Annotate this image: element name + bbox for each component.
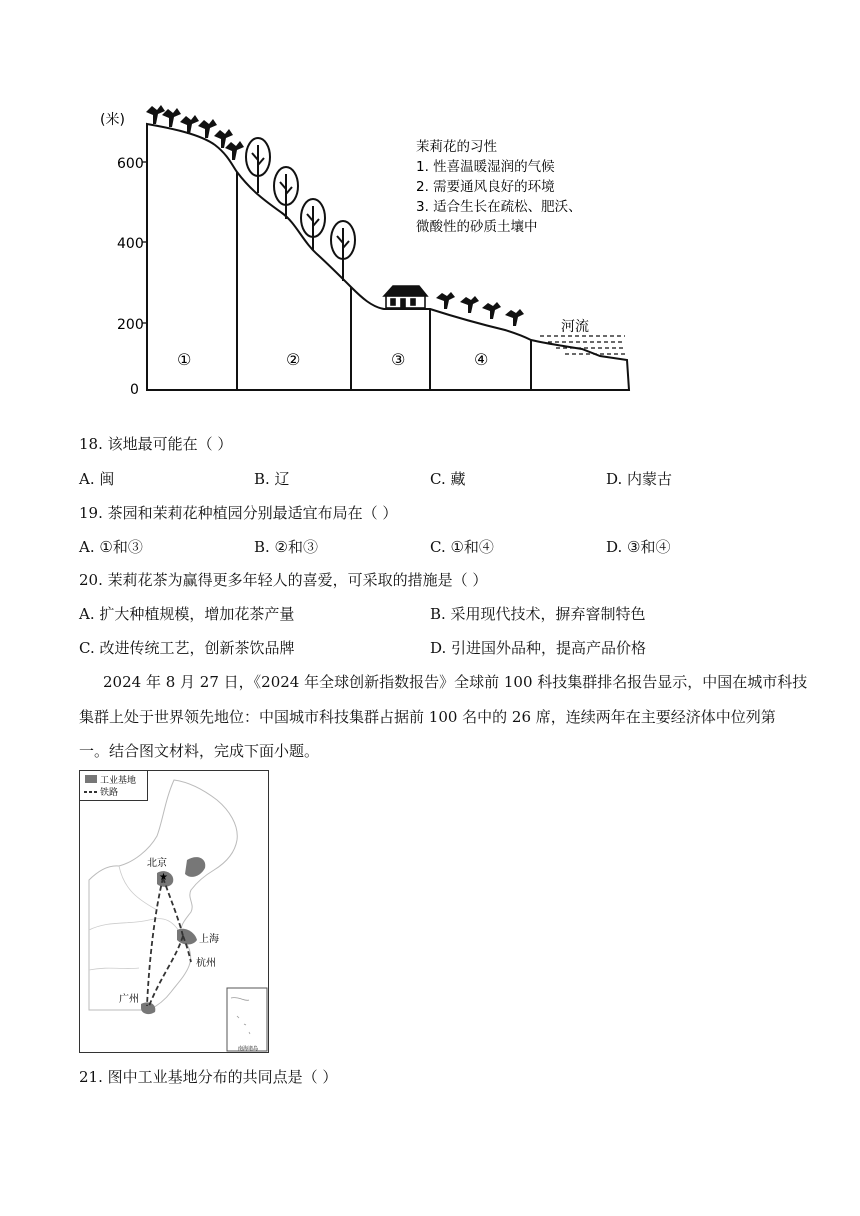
city-label-hangzhou: 杭州: [196, 958, 216, 969]
y-tick-0: 0: [130, 382, 139, 398]
q20-option-d: D. 引进国外品种，提高产品价格: [430, 639, 647, 657]
question-21-stem: 21. 图中工业基地分布的共同点是（ ）: [79, 1068, 338, 1086]
legend-industrial-swatch: [85, 775, 97, 783]
q19-option-b: B. ②和③: [254, 538, 319, 556]
habit-item-2: 2. 需要通风良好的环境: [416, 179, 555, 195]
q18-option-c: C. 藏: [430, 470, 466, 488]
passage-line-2: 集群上处于世界领先地位：中国城市科技集群占据前 100 名中的 26 席，连续两年在主要经济体中位列第: [79, 708, 776, 726]
inset-label: 南海诸岛: [238, 1046, 259, 1052]
y-tick-400: 400: [117, 236, 144, 252]
zone-label-4: ④: [474, 350, 489, 369]
y-axis-unit: (米): [100, 112, 125, 128]
habit-item-4: 微酸性的砂质土壤中: [416, 219, 538, 235]
city-label-shanghai: 上海: [199, 934, 219, 945]
q19-option-d: D. ③和④: [606, 538, 671, 556]
terrain-profile-figure: [0, 0, 860, 410]
question-18-stem: 18. 该地最可能在（ ）: [79, 435, 233, 453]
legend-railway-label: 铁路: [100, 788, 119, 798]
habits-title: 茉莉花的习性: [416, 139, 497, 155]
china-map-figure: [79, 770, 269, 1053]
passage-line-1: 2024 年 8 月 27 日，《2024 年全球创新指数报告》全球前 100 科技集群排名报告显示，中国在城市科技: [103, 673, 808, 691]
q18-option-b: B. 辽: [254, 470, 290, 488]
river-label: 河流: [561, 319, 589, 335]
question-19-stem: 19. 茶园和茉莉花种植园分别最适宜布局在（ ）: [79, 504, 398, 522]
tea-bush-icons: [146, 105, 244, 160]
zone-label-1: ①: [177, 350, 192, 369]
y-tick-200: 200: [117, 317, 144, 333]
zone-label-3: ③: [391, 350, 406, 369]
question-20-stem: 20. 茉莉花茶为赢得更多年轻人的喜爱，可采取的措施是（ ）: [79, 571, 488, 589]
zone-label-2: ②: [286, 350, 301, 369]
q19-option-c: C. ①和④: [430, 538, 494, 556]
q18-option-d: D. 内蒙古: [606, 470, 673, 488]
house-icon: [384, 286, 427, 308]
q18-option-a: A. 闽: [79, 470, 115, 488]
jasmine-bush-icons: [436, 292, 524, 326]
terrain-outline: [147, 124, 629, 390]
habit-item-3: 3. 适合生长在疏松、肥沃、: [416, 199, 582, 215]
q20-option-a: A. 扩大种植规模，增加花茶产量: [79, 605, 295, 623]
capital-star-icon: ★: [159, 872, 168, 883]
q20-option-c: C. 改进传统工艺，创新茶饮品牌: [79, 639, 295, 657]
city-label-guangzhou: 广州: [119, 994, 139, 1005]
tree-icons: [246, 138, 355, 281]
habit-item-1: 1. 性喜温暖湿润的气候: [416, 159, 555, 175]
legend-industrial-label: 工业基地: [100, 776, 137, 786]
city-label-beijing: 北京: [147, 858, 167, 869]
y-tick-600: 600: [117, 156, 144, 172]
q20-option-b: B. 采用现代技术，摒弃窨制特色: [430, 605, 646, 623]
passage-line-3: 一。结合图文材料，完成下面小题。: [79, 742, 320, 760]
q19-option-a: A. ①和③: [79, 538, 143, 556]
